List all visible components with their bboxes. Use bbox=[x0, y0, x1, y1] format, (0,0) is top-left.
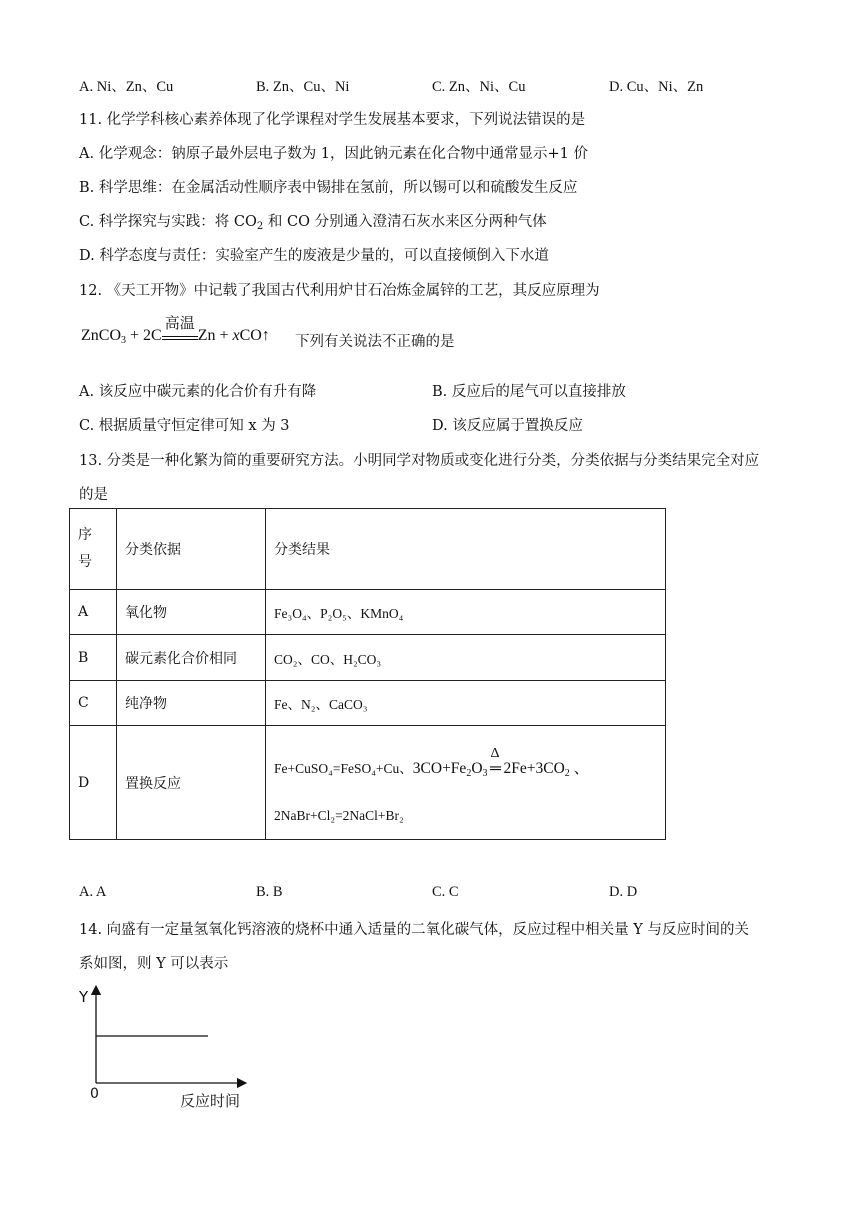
reaction-condition: 高温 bbox=[164, 314, 195, 332]
q13-option-a: A. A bbox=[79, 884, 107, 900]
q14-stem-line2: 系如图，则 Y 可以表示 bbox=[79, 956, 229, 972]
q13-option-d: D. D bbox=[609, 884, 638, 900]
row-id: B bbox=[70, 635, 117, 681]
row-id: D bbox=[70, 726, 117, 840]
row-basis: 碳元素化合价相同 bbox=[117, 635, 266, 681]
q13-stem-line2: 的是 bbox=[79, 487, 108, 503]
header-serial: 序号 bbox=[70, 509, 117, 590]
table-row bbox=[70, 681, 666, 726]
q12-option-d: D. 该反应属于置换反应 bbox=[432, 418, 583, 434]
row-id: A bbox=[70, 590, 117, 635]
q11-option-a: A. 化学观念：钠原子最外层电子数为 1，因此钠元素在化合物中通常显示+1 价 bbox=[79, 146, 589, 162]
table-header-row bbox=[70, 509, 666, 590]
row-basis: 置换反应 bbox=[117, 726, 266, 840]
q10-option-c: C. Zn、Ni、Cu bbox=[432, 79, 526, 95]
q13-option-b: B. B bbox=[256, 884, 283, 900]
row-id: C bbox=[70, 681, 117, 726]
q13-stem-line1: 13. 分类是一种化繁为简的重要研究方法。小明同学对物质或变化进行分类，分类依据与分类结果完全对应 bbox=[79, 453, 760, 469]
header-basis: 分类依据 bbox=[117, 509, 266, 590]
q14-stem-line1: 14. 向盛有一定量氢氧化钙溶液的烧杯中通入适量的二氧化碳气体，反应过程中相关量 Y 与反应时间的关 bbox=[79, 922, 749, 938]
q10-option-b: B. Zn、Cu、Ni bbox=[256, 79, 350, 95]
row-result: Fe₃O₄、P₂O₅、KMnO₄ bbox=[266, 590, 666, 635]
q11-option-b: B. 科学思维：在金属活动性顺序表中锡排在氢前，所以锡可以和硫酸发生反应 bbox=[79, 180, 578, 196]
row-result: Fe、N₂、CaCO₃ bbox=[266, 681, 666, 726]
q12-stem: 12. 《天工开物》中记载了我国古代利用炉甘石冶炼金属锌的工艺，其反应原理为 bbox=[79, 283, 600, 299]
q12-option-a: A. 该反应中碳元素的化合价有升有降 bbox=[79, 384, 317, 400]
reaction-equation-2: $3CO+Fe_2O_3$ Δ ═ $2Fe+3CO_2$ 、 bbox=[412, 745, 590, 779]
q12-question-tail: 下列有关说法不正确的是 bbox=[295, 334, 455, 350]
q10-option-a: A. Ni、Zn、Cu bbox=[79, 79, 174, 95]
heat-symbol: Δ bbox=[490, 745, 500, 761]
q13-option-c: C. C bbox=[432, 884, 459, 900]
q12-option-c: C. 根据质量守恒定律可知 x 为 3 bbox=[79, 418, 290, 434]
table-row bbox=[70, 635, 666, 681]
origin-label: 0 bbox=[90, 1086, 99, 1102]
q12-equation: ZnCO$_3$ + 2C 高温 Zn + xCO↑ bbox=[81, 314, 270, 346]
table-row bbox=[70, 590, 666, 635]
row-result bbox=[266, 726, 666, 840]
row-result: CO₂、CO、H₂CO₃ bbox=[266, 635, 666, 681]
classification-table bbox=[69, 508, 666, 840]
q14-graph bbox=[70, 980, 270, 1120]
q12-option-b: B. 反应后的尾气可以直接排放 bbox=[432, 384, 626, 400]
reaction-equation-3: 2NaBr+Cl₂=2NaCl+Br₂ bbox=[274, 807, 404, 823]
row-basis: 纯净物 bbox=[117, 681, 266, 726]
q11-option-d: D. 科学态度与责任：实验室产生的废液是少量的，可以直接倾倒入下水道 bbox=[79, 248, 549, 264]
q11-stem: 11. 化学学科核心素养体现了化学课程对学生发展基本要求，下列说法错误的是 bbox=[79, 112, 586, 128]
y-axis-label: Y bbox=[79, 988, 89, 1006]
row-basis: 氧化物 bbox=[117, 590, 266, 635]
table-row bbox=[70, 726, 666, 840]
x-axis-label: 反应时间 bbox=[180, 1092, 241, 1110]
q10-option-d: D. Cu、Ni、Zn bbox=[609, 79, 704, 95]
q11-option-c: C. 科学探究与实践：将 $CO_2$ 和 CO 分别通入澄清石灰水来区分两种气体 bbox=[79, 214, 547, 232]
reaction-equation-1: Fe+CuSO₄=FeSO₄+Cu、 bbox=[274, 760, 413, 776]
header-result: 分类结果 bbox=[266, 509, 666, 590]
